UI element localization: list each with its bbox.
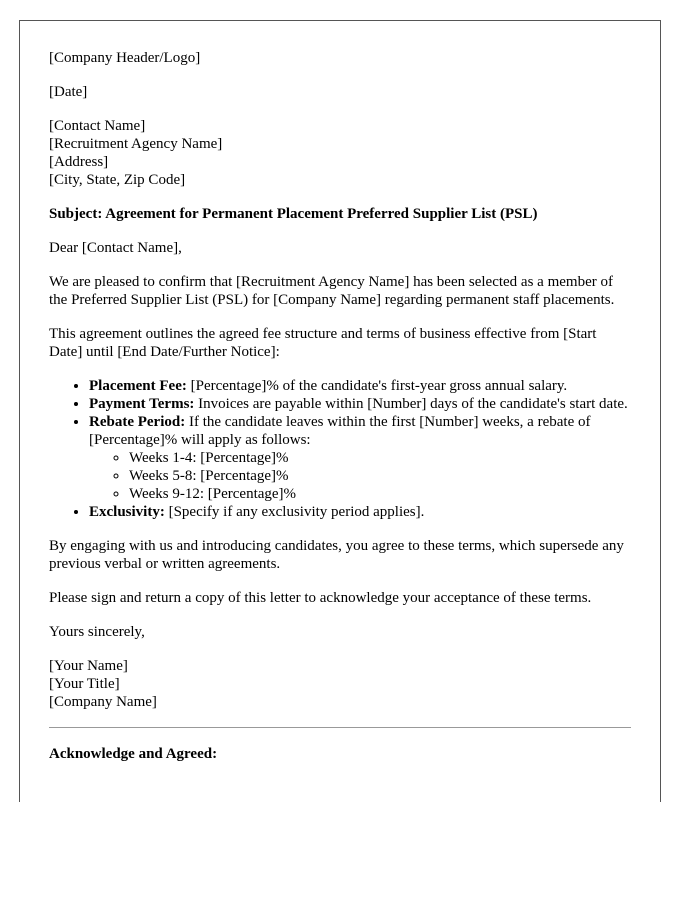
engage-paragraph: By engaging with us and introducing candidates, you agree to these terms, which supersede any previous verbal or written agreements. — [49, 538, 624, 572]
recipient-city: [City, State, Zip Code] — [49, 172, 186, 188]
letter-page — [19, 20, 661, 802]
term-label: Payment Terms: — [89, 396, 195, 412]
intro-paragraph: We are pleased to confirm that [Recruitment Agency Name] has been selected as a member of the Preferred Supplier List (PSL) for [Company Name] regarding permanent staff placements. — [49, 274, 615, 308]
recipient-contact: [Contact Name] — [49, 118, 146, 134]
recipient-agency: [Recruitment Agency Name] — [49, 136, 223, 152]
rebate-schedule — [89, 449, 631, 503]
acknowledge-heading — [49, 745, 631, 763]
date-placeholder: [Date] — [49, 84, 88, 100]
list-item: ◦ Weeks 9-12: [Percentage]% — [129, 485, 631, 503]
term-text: Invoices are payable within [Number] days of the candidate's start date. — [194, 396, 628, 412]
terms-list — [49, 377, 631, 521]
term-label: Exclusivity: — [89, 504, 165, 520]
list-item: ◦ Weeks 5-8: [Percentage]% — [129, 467, 631, 485]
list-item — [89, 377, 631, 395]
salutation: Dear [Contact Name], — [49, 240, 182, 256]
term-text: [Specify if any exclusivity period applies]. — [164, 504, 425, 520]
signature-company: [Company Name] — [49, 694, 157, 710]
signature-name: [Your Name] — [49, 658, 128, 674]
signature-title: [Your Title] — [49, 676, 120, 692]
sign-request-paragraph: Please sign and return a copy of this letter to acknowledge your acceptance of these terms. — [49, 590, 592, 606]
acknowledge-text: Acknowledge and Agreed: — [49, 746, 218, 762]
list-item: ◦ Weeks 1-4: [Percentage]% — [129, 449, 631, 467]
signature-block — [49, 657, 631, 711]
company-logo-placeholder: [Company Header/Logo] — [49, 50, 201, 66]
letter-date — [49, 83, 631, 101]
term-text: [Percentage]% of the candidate's first-year gross annual salary. — [186, 378, 568, 394]
outline-paragraph: This agreement outlines the agreed fee structure and terms of business effective from [Start Date] until [End Date/Further Notice]: — [49, 326, 597, 360]
subject-text: Subject: Agreement for Permanent Placement Preferred Supplier List (PSL) — [49, 206, 538, 222]
term-text: If the candidate leaves within the first [Number] weeks, a rebate of [Percentage]% will apply as follows: — [89, 414, 591, 448]
list-item — [89, 413, 631, 503]
divider — [49, 727, 631, 728]
term-label: Placement Fee: — [89, 378, 187, 394]
list-item — [89, 395, 631, 413]
recipient-address — [49, 117, 631, 189]
letter-header — [49, 49, 631, 67]
closing: Yours sincerely, — [49, 624, 145, 640]
term-label: Rebate Period: — [89, 414, 186, 430]
subject-line — [49, 205, 631, 223]
recipient-street: [Address] — [49, 154, 109, 170]
list-item — [89, 503, 631, 521]
